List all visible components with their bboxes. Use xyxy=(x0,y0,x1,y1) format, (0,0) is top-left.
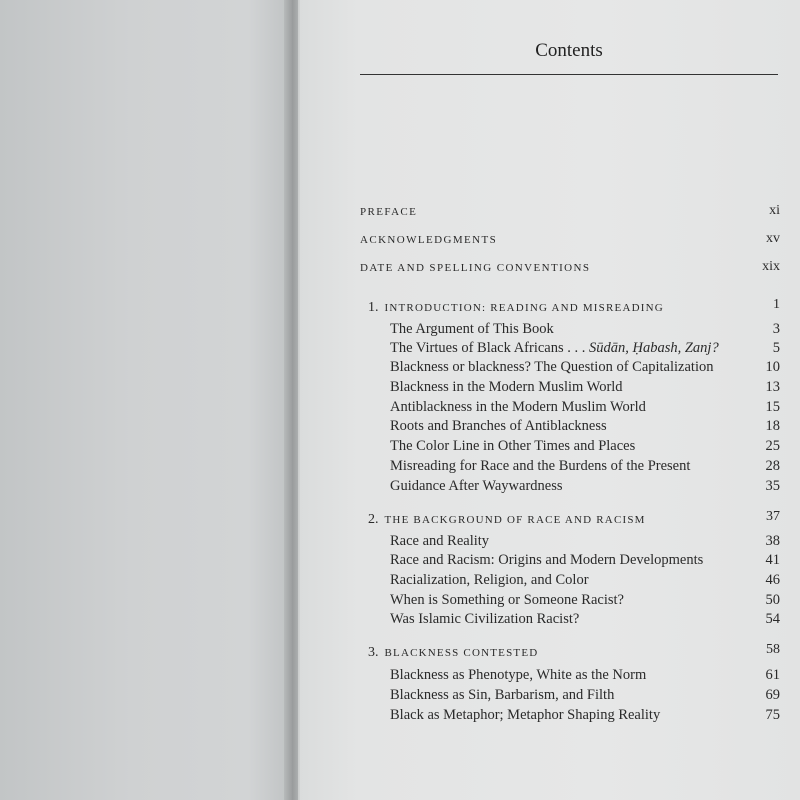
section-label: Was Islamic Civilization Racist? xyxy=(390,611,580,627)
chapter-number: 3. xyxy=(368,645,379,660)
entry-page: xix xyxy=(762,259,780,274)
section-label-italic: Sūdān, Ḥabash, Zanj? xyxy=(589,340,719,356)
toc-section xyxy=(360,321,780,341)
toc-section xyxy=(360,438,780,458)
chapter-title: INTRODUCTION: READING AND MISREADING xyxy=(384,302,664,314)
section-label: Racialization, Religion, and Color xyxy=(390,572,589,588)
section-page: 61 xyxy=(765,667,780,683)
book-gutter xyxy=(284,0,300,800)
chapter-page: 58 xyxy=(766,642,780,657)
section-label: Black as Metaphor; Metaphor Shaping Reality xyxy=(390,707,661,723)
section-label: Misreading for Race and the Burdens of the Present xyxy=(390,458,691,474)
entry-page: xi xyxy=(769,203,780,218)
left-page xyxy=(0,0,292,800)
section-page: 41 xyxy=(765,552,780,568)
section-label: The Argument of This Book xyxy=(390,321,554,337)
entry-label: ACKNOWLEDGMENTS xyxy=(360,234,498,246)
toc-section xyxy=(360,611,780,631)
section-page: 69 xyxy=(765,687,780,703)
section-label: Blackness or blackness? The Question of Capitalization xyxy=(390,359,714,375)
toc-entry-acknowledgments xyxy=(360,231,780,251)
toc-section xyxy=(360,379,780,399)
section-page: 28 xyxy=(765,458,780,474)
entry-page: xv xyxy=(766,231,780,246)
toc-section xyxy=(360,399,780,419)
chapter-number: 2. xyxy=(368,512,379,527)
toc-section xyxy=(360,572,780,592)
section-page: 54 xyxy=(765,611,780,627)
section-label: Race and Racism: Origins and Modern Developments xyxy=(390,552,704,568)
toc-section xyxy=(360,359,780,379)
chapter-page: 37 xyxy=(766,509,780,524)
section-page: 35 xyxy=(765,478,780,494)
toc-section xyxy=(360,340,780,360)
section-page: 18 xyxy=(765,418,780,434)
toc-section xyxy=(360,667,780,687)
entry-label: DATE AND SPELLING CONVENTIONS xyxy=(360,262,591,274)
toc-section xyxy=(360,478,780,498)
section-page: 38 xyxy=(765,533,780,549)
toc-section xyxy=(360,707,780,727)
entry-label: PREFACE xyxy=(360,206,418,218)
chapter-page: 1 xyxy=(773,297,780,312)
chapter-title: BLACKNESS CONTESTED xyxy=(384,647,539,659)
chapter-title: THE BACKGROUND OF RACE AND RACISM xyxy=(384,514,646,526)
toc-section xyxy=(360,533,780,553)
section-label: Antiblackness in the Modern Muslim World xyxy=(390,399,646,415)
section-label: The Virtues of Black Africans . . . xyxy=(390,340,586,356)
title-rule xyxy=(360,74,778,75)
section-label: Blackness as Phenotype, White as the Norm xyxy=(390,667,647,683)
section-page: 10 xyxy=(765,359,780,375)
section-page: 13 xyxy=(765,379,780,395)
section-page: 15 xyxy=(765,399,780,415)
toc-section xyxy=(360,687,780,707)
toc-chapter-1 xyxy=(360,297,780,317)
toc-section xyxy=(360,458,780,478)
toc-section xyxy=(360,418,780,438)
section-label: Blackness as Sin, Barbarism, and Filth xyxy=(390,687,615,703)
section-label: The Color Line in Other Times and Places xyxy=(390,438,636,454)
section-page: 50 xyxy=(765,592,780,608)
chapter-number: 1. xyxy=(368,300,379,315)
toc-chapter-2 xyxy=(360,509,780,529)
toc-entry-conventions xyxy=(360,259,780,279)
toc-entry-preface xyxy=(360,203,780,223)
section-label: Blackness in the Modern Muslim World xyxy=(390,379,623,395)
page-title: Contents xyxy=(535,40,603,61)
section-label: When is Something or Someone Racist? xyxy=(390,592,624,608)
section-page: 3 xyxy=(772,321,780,337)
section-label: Roots and Branches of Antiblackness xyxy=(390,418,607,434)
section-page: 46 xyxy=(765,572,780,588)
section-label: Guidance After Waywardness xyxy=(390,478,563,494)
section-label: Race and Reality xyxy=(390,533,490,549)
section-page: 5 xyxy=(772,340,780,356)
toc-section xyxy=(360,592,780,612)
section-page: 75 xyxy=(765,707,780,723)
section-page: 25 xyxy=(765,438,780,454)
toc-section xyxy=(360,552,780,572)
toc-chapter-3 xyxy=(360,642,780,662)
